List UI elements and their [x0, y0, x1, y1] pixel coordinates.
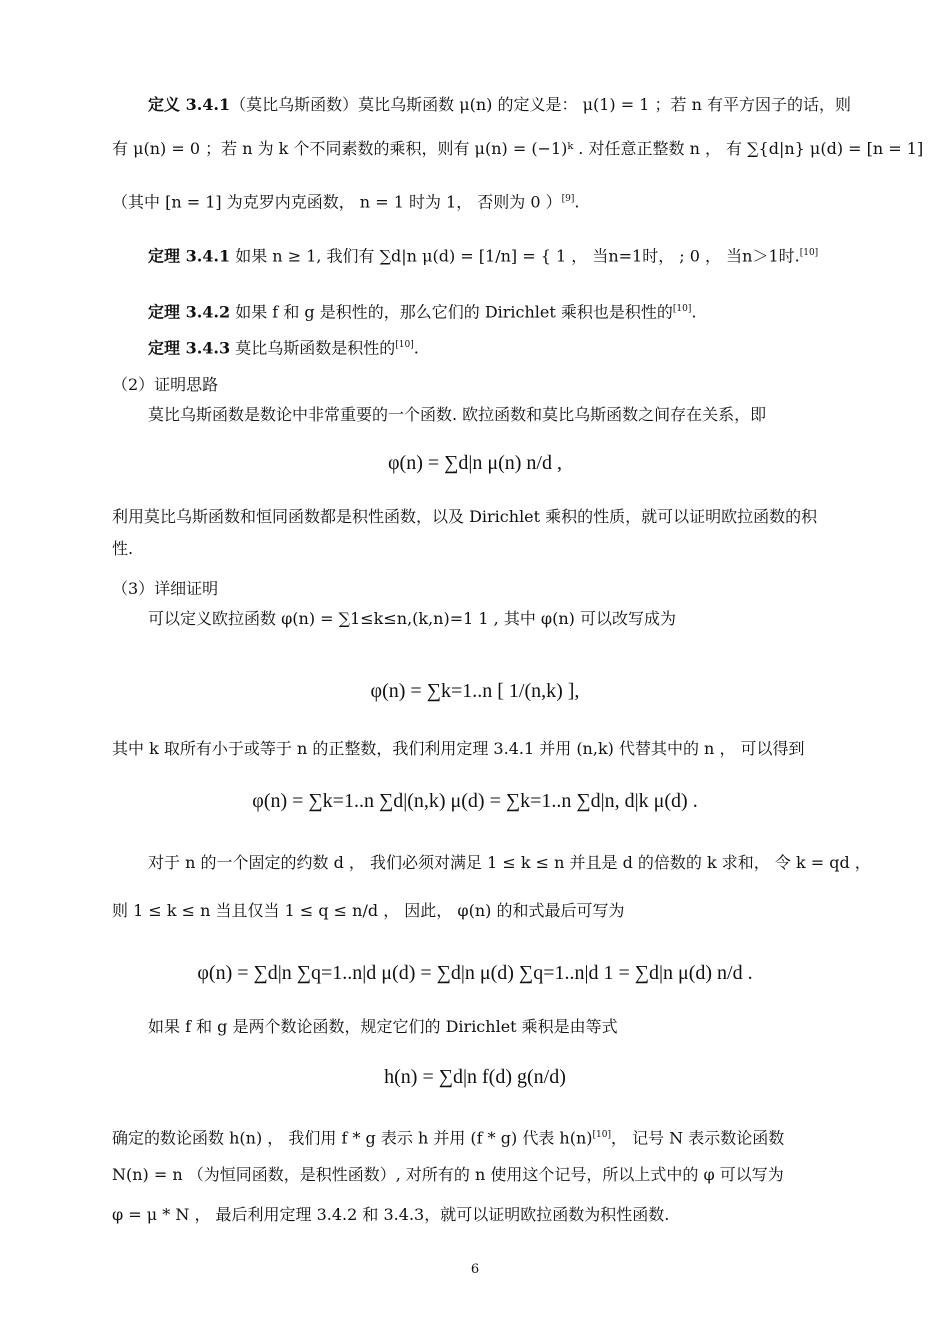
theorem-title: 定理 3.4.3: [148, 338, 231, 358]
paragraph-2-line-2: 利用莫比乌斯函数和恒同函数都是积性函数，以及 Dirichlet 乘积的性质，就可以证明欧拉函数的积: [112, 507, 818, 526]
equation-2: φ(n) = ∑k=1..n [ 1/(n,k) ],: [370, 680, 580, 702]
definition-line-2: 有 μ(n) = 0 ；若 n 为 k 个不同素数的乘积，则有 μ(n) = (−1)ᵏ . 对任意正整数 n ， 有 ∑{d|n} μ(d) = [n = 1]: [112, 139, 924, 158]
paragraph-3-line-6: [112, 1124, 852, 1149]
paragraph-2-line-3: 性.: [112, 539, 134, 558]
equation-4: φ(n) = ∑d|n ∑q=1..n|d μ(d) = ∑d|n μ(d) ∑q=1..n|d 1 = ∑d|n μ(d) n/d .: [197, 962, 753, 984]
paragraph-3-line-2: 其中 k 取所有小于或等于 n 的正整数，我们利用定理 3.4.1 并用 (n,k) 代替其中的 n ， 可以得到: [112, 739, 805, 758]
definition-line-3-text: （其中 [n = 1] 为克罗内克函数， n = 1 时为 1， 否则为 0 ）: [112, 192, 562, 212]
theorem-title: 定理 3.4.2: [148, 302, 231, 322]
paragraph-3-line-4: 则 1 ≤ k ≤ n 当且仅当 1 ≤ q ≤ n/d ， 因此， φ(n) 的和式最后可写为: [112, 901, 625, 920]
citation: [10]: [799, 248, 819, 258]
citation: [10]: [395, 340, 414, 350]
paragraph-3-line-6-text: 确定的数论函数 h(n) ， 我们用 f * g 表示 h 并用 (f * g) 代表 h(n): [112, 1128, 593, 1148]
equation-5: h(n) = ∑d|n f(d) g(n/d): [384, 1066, 566, 1088]
theorem-3-4-1: [148, 242, 888, 267]
theorem-text: 如果 f 和 g 是积性的，那么它们的 Dirichlet 乘积也是积性的: [235, 302, 673, 322]
theorem-3-4-2: 定理 3.4.2 如果 f 和 g 是积性的，那么它们的 Dirichlet 乘积也是积性的[10].: [148, 302, 697, 322]
theorem-title: 定理 3.4.1: [148, 246, 231, 266]
paragraph-3-line-6-tail: ， 记号 N 表示数论函数: [611, 1128, 785, 1148]
definition-line-1: [148, 94, 888, 116]
paragraph-3-line-1: 可以定义欧拉函数 φ(n) = ∑1≤k≤n,(k,n)=1 1 , 其中 φ(n) 可以改写成为: [148, 609, 677, 628]
page-number: 6: [470, 1262, 480, 1277]
section-heading-2: （2）证明思路: [112, 375, 219, 394]
section-heading-3: （3）详细证明: [112, 579, 219, 598]
equation-3: φ(n) = ∑k=1..n ∑d|(n,k) μ(d) = ∑k=1..n ∑d|n, d|k μ(d) .: [252, 790, 698, 812]
definition-line-3: （其中 [n = 1] 为克罗内克函数， n = 1 时为 1， 否则为 0 ）[9].: [112, 192, 580, 212]
definition-title: 定义 3.4.1: [148, 95, 231, 114]
paragraph-3-line-5: 如果 f 和 g 是两个数论函数，规定它们的 Dirichlet 乘积是由等式: [148, 1017, 618, 1036]
paragraph-3-line-7: N(n) = n （为恒同函数，是积性函数）, 对所有的 n 使用这个记号，所以上式中的 φ 可以写为: [112, 1165, 784, 1184]
citation: [10]: [592, 1130, 611, 1140]
theorem-text: 如果 n ≥ 1, 我们有 ∑d|n μ(d) = [1/n] = { 1 ， 当n=1时， ; 0 ， 当n＞1时.: [235, 246, 800, 266]
citation: [9]: [561, 194, 575, 204]
definition-text: （莫比乌斯函数）莫比乌斯函数 μ(n) 的定义是： μ(1) = 1 ；若 n 有平方因子的话，则: [230, 95, 851, 114]
citation: [10]: [672, 304, 692, 314]
theorem-text: 莫比乌斯函数是积性的: [235, 338, 396, 358]
paragraph-3-line-3: 对于 n 的一个固定的约数 d ， 我们必须对满足 1 ≤ k ≤ n 并且是 d 的倍数的 k 求和， 令 k = qd ，: [148, 853, 871, 872]
paragraph-2-line-1: 莫比乌斯函数是数论中非常重要的一个函数. 欧拉函数和莫比乌斯函数之间存在关系，即: [148, 405, 767, 424]
theorem-3-4-3: 定理 3.4.3 莫比乌斯函数是积性的[10].: [148, 338, 419, 358]
paragraph-3-line-8: φ = μ * N ， 最后利用定理 3.4.2 和 3.4.3，就可以证明欧拉函数为积性函数.: [112, 1205, 670, 1224]
equation-1: φ(n) = ∑d|n μ(n) n/d ,: [387, 452, 562, 474]
